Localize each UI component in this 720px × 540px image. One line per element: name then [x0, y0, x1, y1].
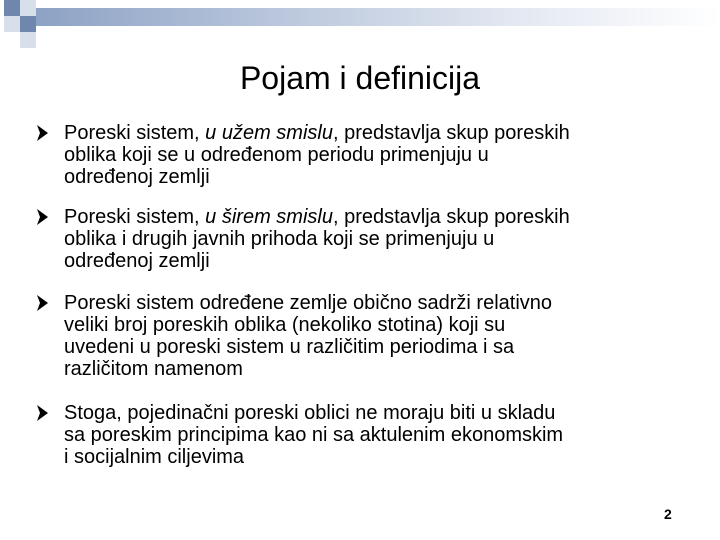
decor-square-dark-2	[20, 16, 36, 32]
decor-square-light-2	[4, 16, 20, 32]
bullet-line: Poreski sistem određene zemlje obično sadrži relativno	[64, 292, 553, 314]
bullet-text	[64, 206, 694, 272]
bullet-text	[64, 292, 694, 380]
bullet-text	[64, 402, 694, 468]
bullet-line: određenoj zemlji	[64, 166, 210, 188]
line-emphasis: u užem smislu	[205, 122, 333, 144]
line-text: , predstavlja skup poreskih	[332, 122, 570, 144]
line-text: Poreski sistem,	[64, 122, 206, 144]
bullet-line: veliki broj poreskih oblika (nekoliko stotina) koji su	[64, 314, 506, 336]
bullet-line: uvedeni u poreski sistem u različitim periodima i sa	[64, 336, 515, 358]
bullet-line: određenoj zemlji	[64, 250, 210, 272]
bullet-line	[64, 206, 694, 228]
decor-square-dark-1	[4, 0, 20, 16]
slide-title: Pojam i definicija	[239, 60, 481, 96]
bullet-line	[64, 122, 694, 144]
arrowhead-bullet-icon	[36, 293, 50, 313]
decor-square-light-3	[20, 32, 36, 48]
bullet-line: Stoga, pojedinačni poreski oblici ne moraju biti u skladu	[64, 402, 556, 424]
arrowhead-bullet-icon	[36, 123, 50, 143]
bullet-text	[64, 122, 694, 188]
page-number: 2	[664, 506, 672, 522]
bullet-line: sa poreskim principima kao ni sa aktulenim ekonomskim	[64, 424, 564, 446]
decor-square-light-1	[20, 0, 36, 16]
header-gradient-band	[36, 8, 720, 26]
bullet-line: i socijalnim ciljevima	[64, 446, 245, 468]
line-emphasis: u širem smislu	[205, 206, 333, 228]
bullet-line: oblika koji se u određenom periodu primenjuju u	[64, 144, 489, 166]
line-text: , predstavlja skup poreskih	[332, 206, 570, 228]
line-text: Poreski sistem,	[64, 206, 206, 228]
arrowhead-bullet-icon	[36, 207, 50, 227]
bullet-line: oblika i drugih javnih prihoda koji se primenjuju u	[64, 228, 495, 250]
arrowhead-bullet-icon	[36, 403, 50, 423]
bullet-line: različitom namenom	[64, 358, 243, 380]
